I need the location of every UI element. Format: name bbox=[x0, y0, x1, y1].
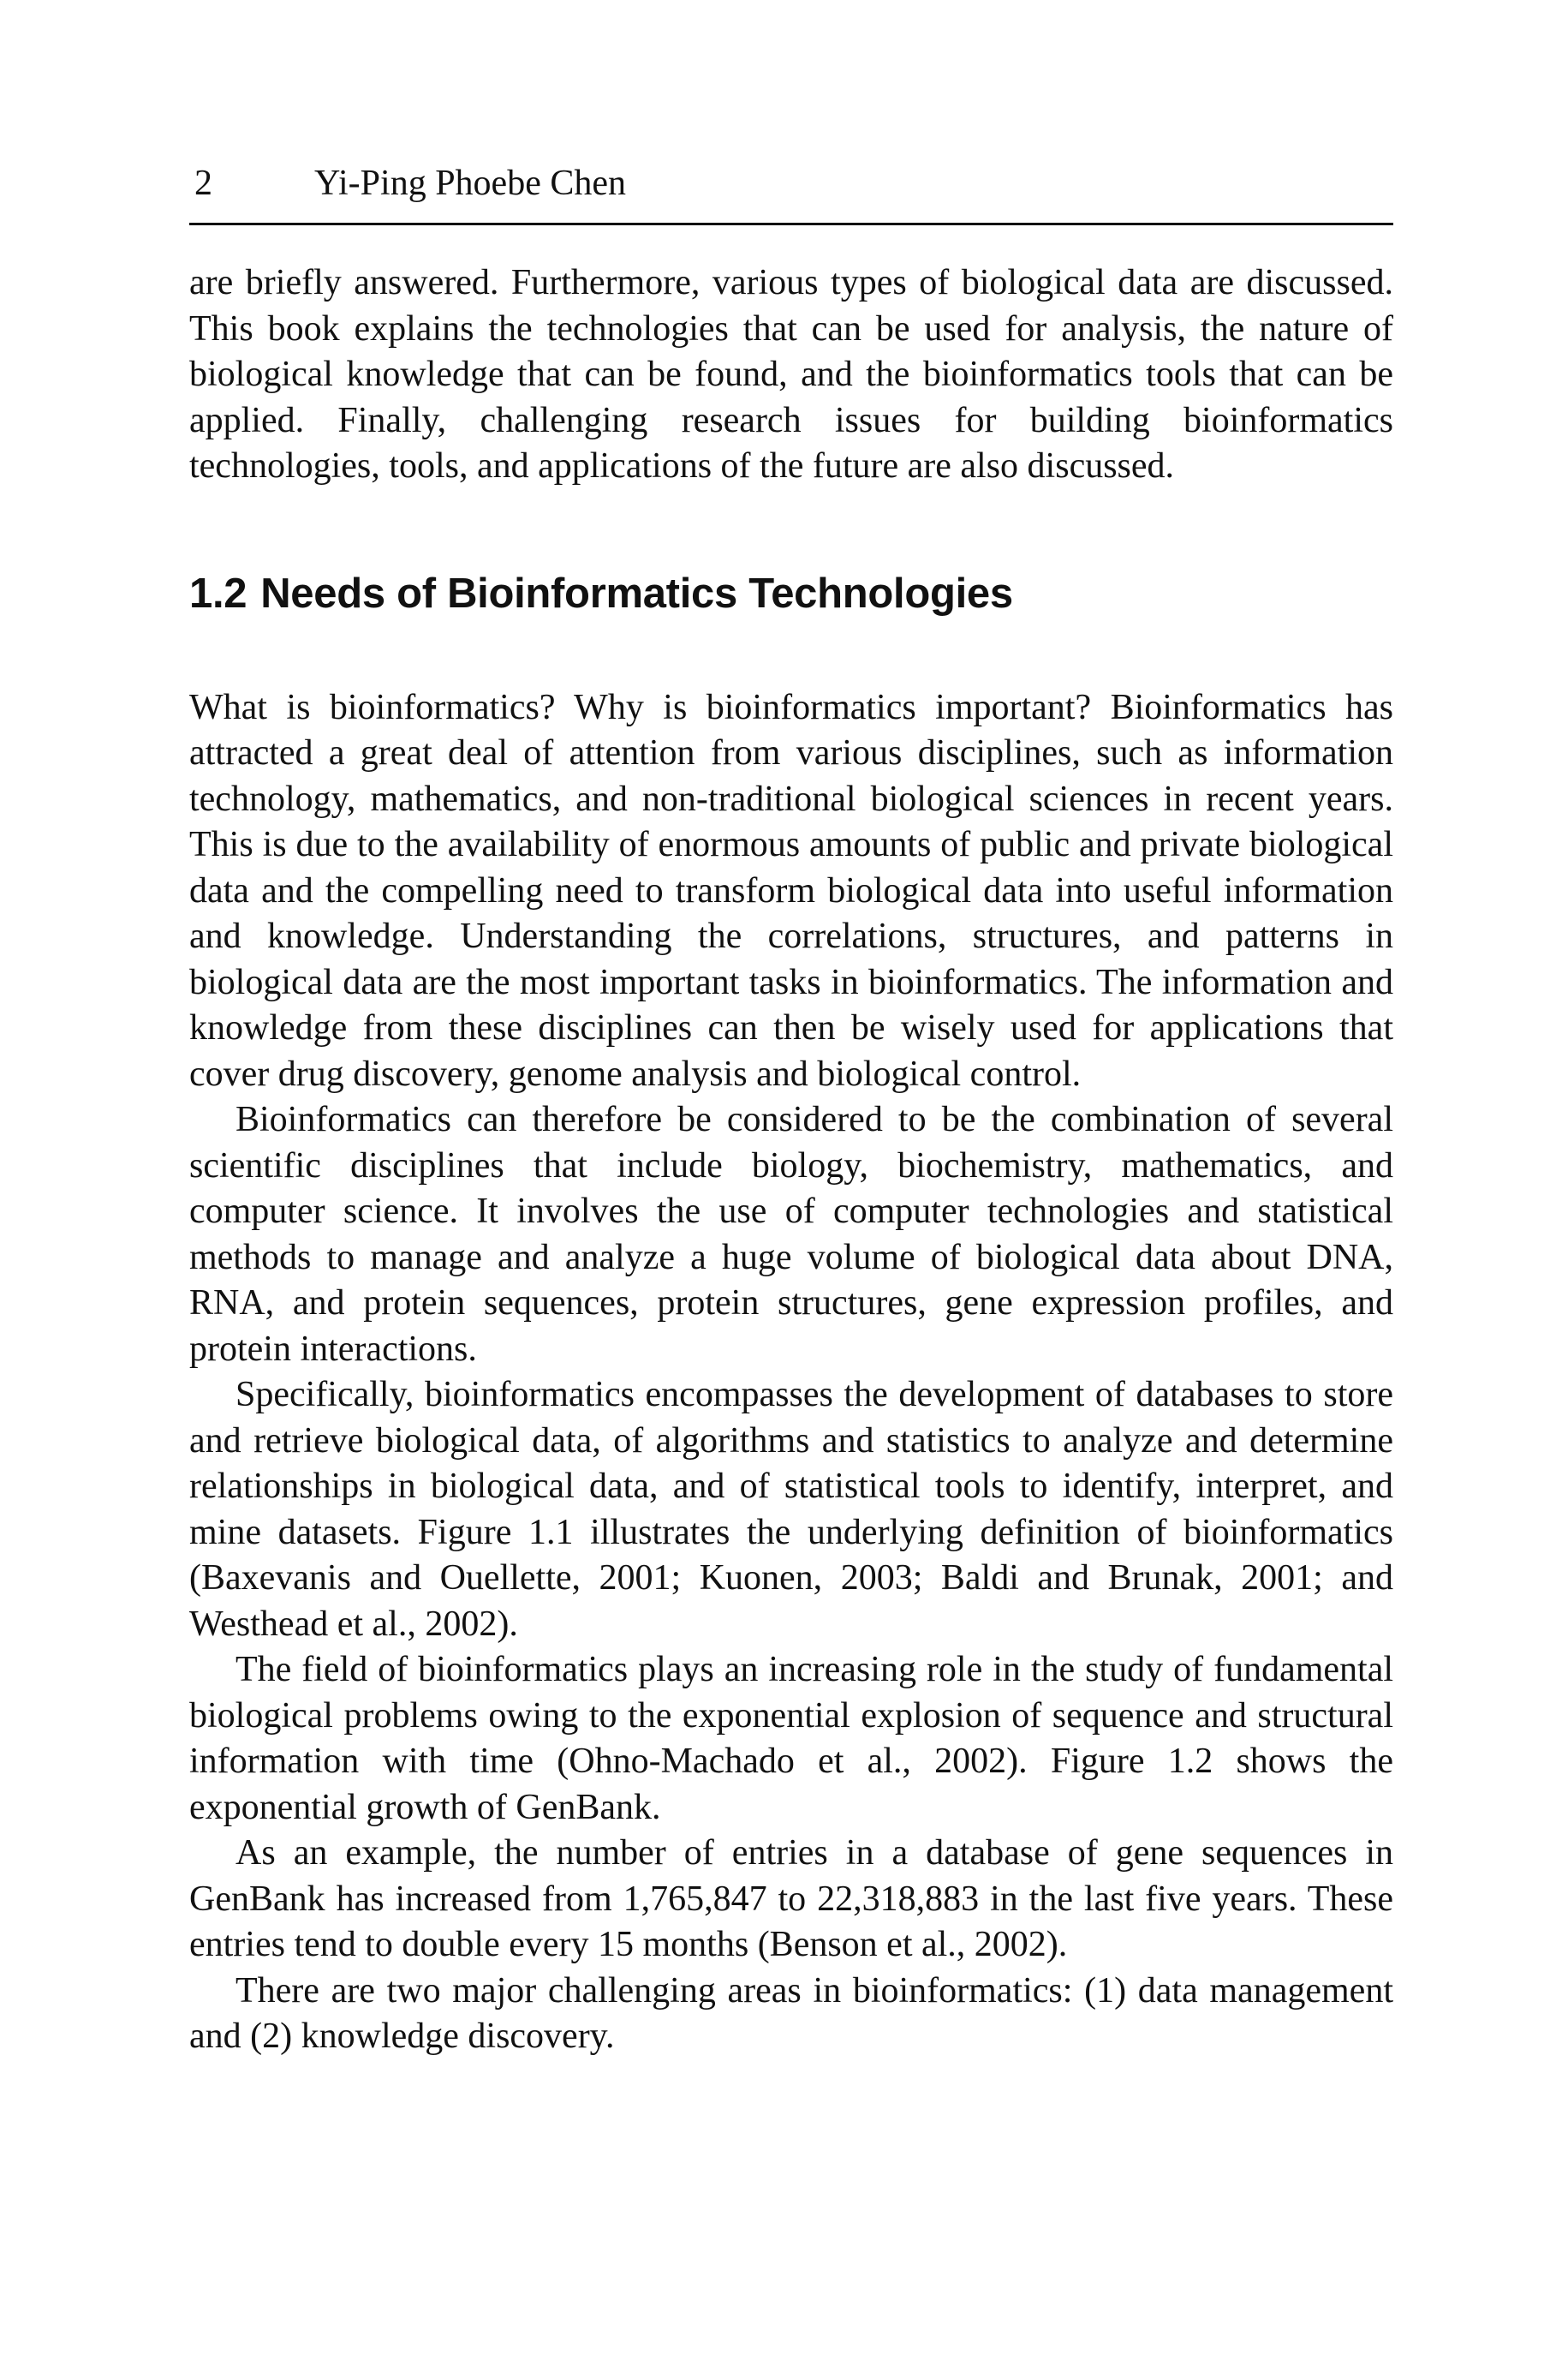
body-paragraph: Specifically, bioinformatics encompasses the development of databases to store and retrieve biological data, of algorithms and statistics to analyze and determine relationships in biological data, and of statistical tools to identify, interpret, and mine datasets. Figure 1.1 illustrates the underlying definition of bioinformatics (Baxevanis and Ouellette, 2001; Kuonen, 2003; Baldi and Brunak, 2001; and Westhead et al., 2002). bbox=[189, 1375, 1393, 1644]
body-paragraph: The field of bioinformatics plays an increasing role in the study of fundamental biological problems owing to the exponential explosion of sequence and structural information with time (Ohno-Machado et al., 2002). Figure 1.2 shows the exponential growth of GenBank. bbox=[189, 1650, 1393, 1827]
body-paragraph: Bioinformatics can therefore be considered to be the combination of several scientific disciplines that include biology, biochemistry, mathematics, and computer science. It involves the use of computer technologies and statistical methods to manage and analyze a huge volume of biological data about DNA, RNA, and protein sequences, protein structures, gene expression profiles, and protein interactions. bbox=[189, 1100, 1393, 1369]
section-heading bbox=[189, 569, 1393, 618]
book-page bbox=[189, 0, 1393, 2378]
body-text bbox=[189, 260, 1393, 2060]
page-number: 2 bbox=[194, 164, 212, 203]
body-paragraph: What is bioinformatics? Why is bioinformatics important? Bioinformatics has attracted a great deal of attention from various disciplines, such as information technology, mathematics, and non-traditional biological sciences in recent years. This is due to the availability of enormous amounts of public and private biological data and the compelling need to transform biological data into useful information and knowledge. Understanding the correlations, structures, and patterns in biological data are the most important tasks in bioinformatics. The information and knowledge from these disciplines can then be wisely used for applications that cover drug discovery, genome analysis and biological control. bbox=[189, 687, 1393, 1094]
running-head bbox=[189, 163, 1393, 204]
running-head-author: Yi-Ping Phoebe Chen bbox=[314, 164, 626, 203]
body-paragraph: As an example, the number of entries in a database of gene sequences in GenBank has increased from 1,765,847 to 22,318,883 in the last five years. These entries tend to double every 15 months (Benson et al., 2002). bbox=[189, 1833, 1393, 1964]
section-title: Needs of Bioinformatics Technologies bbox=[260, 570, 1013, 617]
section-number: 1.2 bbox=[189, 570, 247, 617]
intro-paragraph: are briefly answered. Furthermore, various types of biological data are discussed. This book explains the technologies that can be used for analysis, the nature of biological knowledge that can be found, and the bioinformatics tools that can be applied. Finally, challenging research issues for building bioinformatics technologies, tools, and applications of the future are also discussed. bbox=[189, 263, 1393, 486]
header-rule bbox=[189, 223, 1393, 225]
body-paragraph: There are two major challenging areas in bioinformatics: (1) data management and (2) knowledge discovery. bbox=[189, 1970, 1393, 2056]
